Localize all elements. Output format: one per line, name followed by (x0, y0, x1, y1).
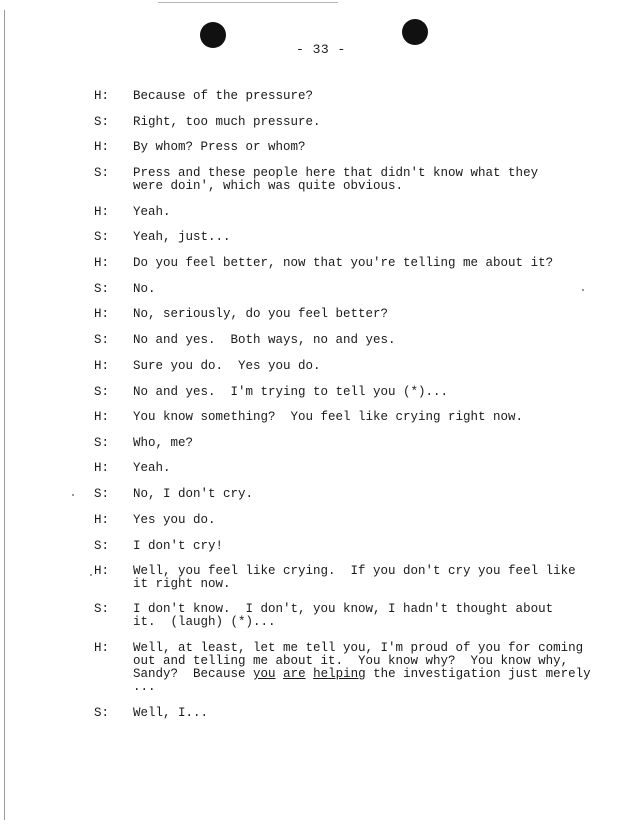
scan-speck (90, 574, 92, 576)
speech-text: Sure you do. Yes you do. (133, 359, 321, 373)
speech-text: I don't know. I don't, you know, I hadn't thought about it. (laugh) (*)... (133, 602, 554, 629)
speaker-label: S: (94, 115, 110, 129)
speech-text: By whom? Press or whom? (133, 140, 306, 154)
speaker-label: H: (94, 564, 110, 578)
speaker-label: H: (94, 513, 110, 527)
speech-text-part (306, 667, 314, 681)
punch-hole-right (402, 19, 428, 45)
speaker-label: S: (94, 166, 110, 180)
speaker-label: H: (94, 256, 110, 270)
speaker-label: S: (94, 230, 110, 244)
underlined-word: you (253, 667, 276, 681)
speech-text: Who, me? (133, 436, 194, 450)
speech-text: Yeah. (133, 205, 171, 219)
punch-hole-left (200, 22, 226, 48)
speaker-label: H: (94, 461, 110, 475)
speech-text: Well, I... (133, 706, 209, 720)
speaker-label: H: (94, 359, 110, 373)
speech-text: Yeah, just... (133, 230, 231, 244)
speaker-label: H: (94, 410, 110, 424)
speech-text: No, I don't cry. (133, 487, 254, 501)
speech-text: No and yes. Both ways, no and yes. (133, 333, 396, 347)
underlined-word: are (283, 667, 306, 681)
speech-text: I don't cry! (133, 539, 224, 553)
speaker-label: S: (94, 602, 110, 616)
speaker-label: S: (94, 333, 110, 347)
scan-speck (72, 494, 74, 496)
speech-text-part (276, 667, 284, 681)
speech-text: Well, you feel like crying. If you don't cry you feel like it right now. (133, 564, 576, 591)
speech-text (133, 642, 623, 694)
speaker-label: S: (94, 487, 110, 501)
page-left-edge (4, 10, 5, 820)
speech-text: Do you feel better, now that you're telling me about it? (133, 256, 554, 270)
speaker-label: S: (94, 539, 110, 553)
speaker-label: H: (94, 307, 110, 321)
speech-text: Yes you do. (133, 513, 216, 527)
page-number: - 33 - (296, 42, 346, 57)
speech-text-part: the investigation just merely ... (133, 667, 591, 694)
underlined-word: helping (313, 667, 366, 681)
speech-text: Yeah. (133, 461, 171, 475)
speech-text: No, seriously, do you feel better? (133, 307, 389, 321)
speaker-label: S: (94, 282, 110, 296)
speech-text: Right, too much pressure. (133, 115, 321, 129)
speech-text-part: Well, at least, let me tell you, I'm proud of you for coming out and telling me about it. You know why? You know why, Sandy? Because (133, 641, 584, 681)
speech-text: No and yes. I'm trying to tell you (*)... (133, 385, 449, 399)
speaker-label: H: (94, 89, 110, 103)
speech-text: You know something? You feel like crying right now. (133, 410, 524, 424)
speaker-label: S: (94, 385, 110, 399)
speech-text: Press and these people here that didn't know what they were doin', which was quite obvious. (133, 166, 539, 193)
speaker-label: H: (94, 205, 110, 219)
speaker-label: H: (94, 641, 110, 655)
speaker-label: H: (94, 140, 110, 154)
speaker-label: S: (94, 436, 110, 450)
speech-text: No. (133, 282, 156, 296)
speech-text: Because of the pressure? (133, 89, 314, 103)
top-rule (158, 2, 338, 3)
speaker-label: S: (94, 706, 110, 720)
